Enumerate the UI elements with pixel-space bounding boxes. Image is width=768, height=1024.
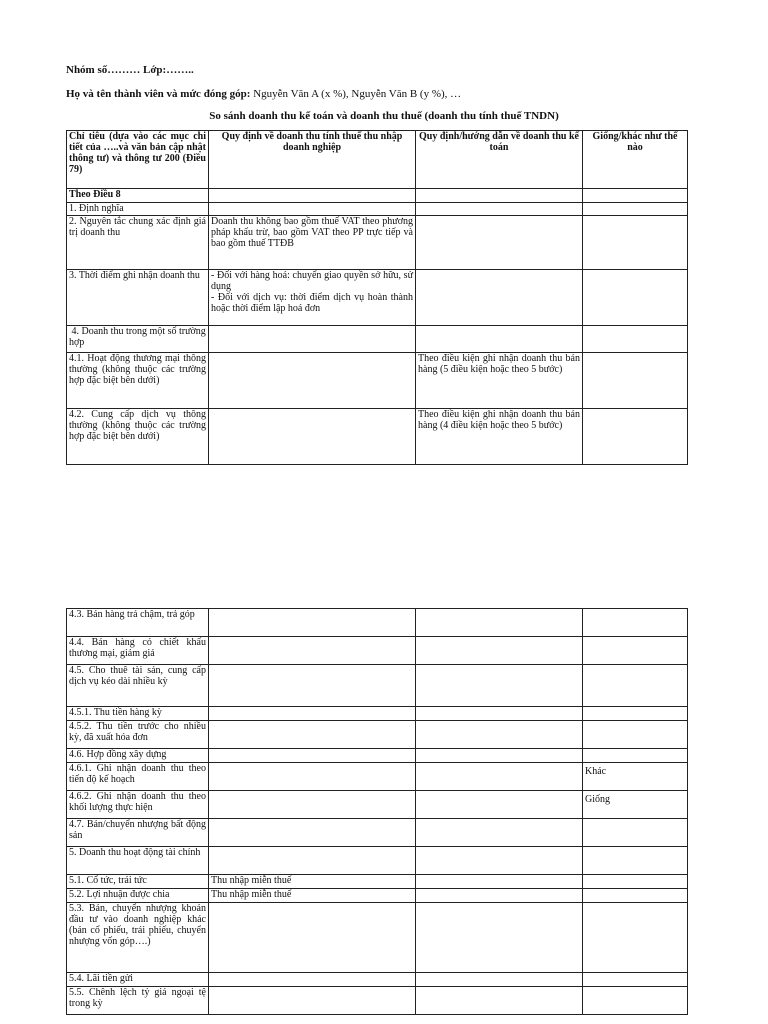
header-cell-comparison: Giống/khác như thế nào [583,131,688,189]
comparison-table-part1 [66,130,688,465]
cell-criteria[interactable]: 5.5. Chênh lệch tỷ giá ngoại tệ trong kỳ [67,987,209,1015]
cell-comparison[interactable] [583,609,688,637]
cell-tax-rule[interactable] [209,326,416,353]
cell-tax-rule[interactable] [209,973,416,987]
cell-accounting-rule[interactable] [416,270,583,326]
cell-comparison[interactable] [583,270,688,326]
cell-accounting-rule[interactable] [416,875,583,889]
cell-criteria[interactable]: 2. Nguyên tắc chung xác định giá trị doanh thu [67,216,209,270]
header-cell-accounting-revenue: Quy định/hướng dẫn về doanh thu kế toán [416,131,583,189]
cell-accounting-rule[interactable] [416,819,583,847]
table-row [67,665,688,707]
table-row [67,903,688,973]
cell-tax-rule[interactable] [209,721,416,749]
cell-comparison[interactable] [583,216,688,270]
cell-accounting-rule[interactable] [416,749,583,763]
cell-comparison[interactable] [583,353,688,409]
table-row [67,987,688,1015]
cell-tax-rule[interactable] [209,791,416,819]
table-row [67,216,688,270]
cell-comparison[interactable] [583,409,688,465]
members-label: Họ và tên thành viên và mức đóng góp: [66,88,251,100]
cell-comparison[interactable] [583,707,688,721]
cell-accounting-rule[interactable] [416,987,583,1015]
cell-comparison[interactable] [583,189,688,203]
cell-criteria[interactable]: 4.5.2. Thu tiền trước cho nhiều kỳ, đã xuất hóa đơn [67,721,209,749]
cell-accounting-rule[interactable] [416,889,583,903]
cell-tax-rule[interactable] [209,409,416,465]
cell-accounting-rule[interactable] [416,609,583,637]
cell-tax-rule[interactable]: Thu nhập miễn thuế [209,875,416,889]
cell-comparison[interactable] [583,749,688,763]
group-class-line: Nhóm số……… Lớp:…….. [66,64,194,76]
cell-tax-rule[interactable] [209,189,416,203]
members-value: Nguyễn Văn A (x %), Nguyễn Văn B (y %), … [250,88,462,100]
cell-accounting-rule[interactable] [416,203,583,216]
table-row [67,707,688,721]
cell-criteria[interactable]: 4.1. Hoạt động thương mại thông thường (không thuộc các trường hợp đặc biệt bên dưới) [67,353,209,409]
table-row [67,749,688,763]
cell-accounting-rule[interactable] [416,637,583,665]
cell-accounting-rule[interactable]: Theo điều kiện ghi nhận doanh thu bán hàng (4 điều kiện hoặc theo 5 bước) [416,409,583,465]
cell-accounting-rule[interactable] [416,791,583,819]
cell-comparison[interactable] [583,875,688,889]
table-row [67,875,688,889]
cell-tax-rule[interactable] [209,665,416,707]
cell-comparison[interactable] [583,637,688,665]
cell-tax-rule[interactable] [209,353,416,409]
cell-accounting-rule[interactable] [416,973,583,987]
cell-accounting-rule[interactable] [416,903,583,973]
cell-tax-rule[interactable] [209,749,416,763]
cell-accounting-rule[interactable] [416,326,583,353]
table-header-row [67,131,688,189]
cell-tax-rule[interactable] [209,847,416,875]
cell-criteria[interactable]: 4.7. Bán/chuyển nhượng bất động sản [67,819,209,847]
cell-comparison[interactable] [583,987,688,1015]
cell-tax-rule[interactable] [209,903,416,973]
cell-tax-rule[interactable]: Thu nhập miễn thuế [209,889,416,903]
cell-criteria[interactable]: 4.6. Hợp đồng xây dựng [67,749,209,763]
table-row [67,721,688,749]
cell-criteria[interactable]: 4. Doanh thu trong một số trường hợp [67,326,209,353]
cell-tax-rule[interactable] [209,707,416,721]
cell-criteria[interactable]: 4.5.1. Thu tiền hàng kỳ [67,707,209,721]
cell-accounting-rule[interactable] [416,707,583,721]
cell-criteria[interactable]: 4.6.1. Ghi nhận doanh thu theo tiến độ kế hoạch [67,763,209,791]
cell-tax-rule[interactable] [209,819,416,847]
cell-accounting-rule[interactable] [416,216,583,270]
cell-criteria[interactable]: 4.2. Cung cấp dịch vụ thông thường (không thuộc các trường hợp đặc biệt bên dưới) [67,409,209,465]
cell-tax-rule[interactable] [209,987,416,1015]
table-row [67,203,688,216]
cell-comparison[interactable] [583,889,688,903]
table-row [67,189,688,203]
cell-comparison[interactable] [583,847,688,875]
cell-comparison[interactable] [583,721,688,749]
table-row [67,763,688,791]
cell-accounting-rule[interactable]: Theo điều kiện ghi nhận doanh thu bán hàng (5 điều kiện hoặc theo 5 bước) [416,353,583,409]
cell-criteria[interactable]: 5. Doanh thu hoạt động tài chính [67,847,209,875]
comparison-table-part2 [66,608,688,1015]
cell-criteria[interactable]: 5.3. Bán, chuyển nhượng khoản đầu tư vào doanh nghiệp khác (bán cổ phiếu, trái phiếu, chuyển nhượng vốn góp….) [67,903,209,973]
cell-criteria[interactable]: 4.3. Bán hàng trả chậm, trả góp [67,609,209,637]
table-row [67,409,688,465]
cell-accounting-rule[interactable] [416,665,583,707]
cell-criteria[interactable]: 5.4. Lãi tiền gửi [67,973,209,987]
cell-tax-rule[interactable] [209,203,416,216]
header-cell-tax-revenue: Quy định về doanh thu tính thuế thu nhập doanh nghiệp [209,131,416,189]
table-row [67,609,688,637]
cell-tax-rule[interactable] [209,763,416,791]
table-row [67,270,688,326]
cell-criteria[interactable]: 5.1. Cổ tức, trái tức [67,875,209,889]
cell-comparison[interactable] [583,665,688,707]
cell-tax-rule[interactable] [209,637,416,665]
header-cell-criteria: Chỉ tiêu (dựa vào các mục chi tiết của …..và văn bản cập nhật thông tư) và thông tư 200 (Điều 79) [67,131,209,189]
cell-comparison[interactable]: Khác [583,763,688,791]
cell-criteria[interactable]: 3. Thời điểm ghi nhận doanh thu [67,270,209,326]
cell-criteria[interactable]: 4.5. Cho thuê tài sản, cung cấp dịch vụ kéo dài nhiều kỳ [67,665,209,707]
cell-criteria[interactable]: 1. Định nghĩa [67,203,209,216]
cell-comparison[interactable] [583,326,688,353]
table-row [67,973,688,987]
table-row [67,326,688,353]
table-row [67,353,688,409]
table-row [67,819,688,847]
cell-comparison[interactable] [583,903,688,973]
cell-criteria[interactable]: 5.2. Lợi nhuận được chia [67,889,209,903]
cell-tax-rule[interactable] [209,609,416,637]
table-row [67,637,688,665]
table-row [67,791,688,819]
cell-comparison[interactable] [583,203,688,216]
table-row [67,847,688,875]
cell-accounting-rule[interactable] [416,763,583,791]
table-row [67,889,688,903]
cell-tax-rule[interactable]: Doanh thu không bao gồm thuế VAT theo phương pháp khấu trừ, bao gồm VAT theo PP trực tiếp và bao gồm thuế TTĐB [209,216,416,270]
cell-tax-rule[interactable]: - Đối với hàng hoá: chuyển giao quyền sở hữu, sử dụng - Đối với dịch vụ: thời điểm dịch vụ hoàn thành hoặc thời điểm lập hoá đơn [209,270,416,326]
cell-accounting-rule[interactable] [416,189,583,203]
members-line [66,88,461,100]
cell-criteria[interactable]: Theo Điều 8 [67,189,209,203]
cell-comparison[interactable] [583,819,688,847]
cell-criteria[interactable]: 4.4. Bán hàng có chiết khấu thương mại, giảm giá [67,637,209,665]
cell-accounting-rule[interactable] [416,721,583,749]
cell-accounting-rule[interactable] [416,847,583,875]
cell-comparison[interactable]: Giống [583,791,688,819]
document-title: So sánh doanh thu kế toán và doanh thu thuế (doanh thu tính thuế TNDN) [209,110,559,122]
cell-comparison[interactable] [583,973,688,987]
cell-criteria[interactable]: 4.6.2. Ghi nhận doanh thu theo khối lượng thực hiện [67,791,209,819]
